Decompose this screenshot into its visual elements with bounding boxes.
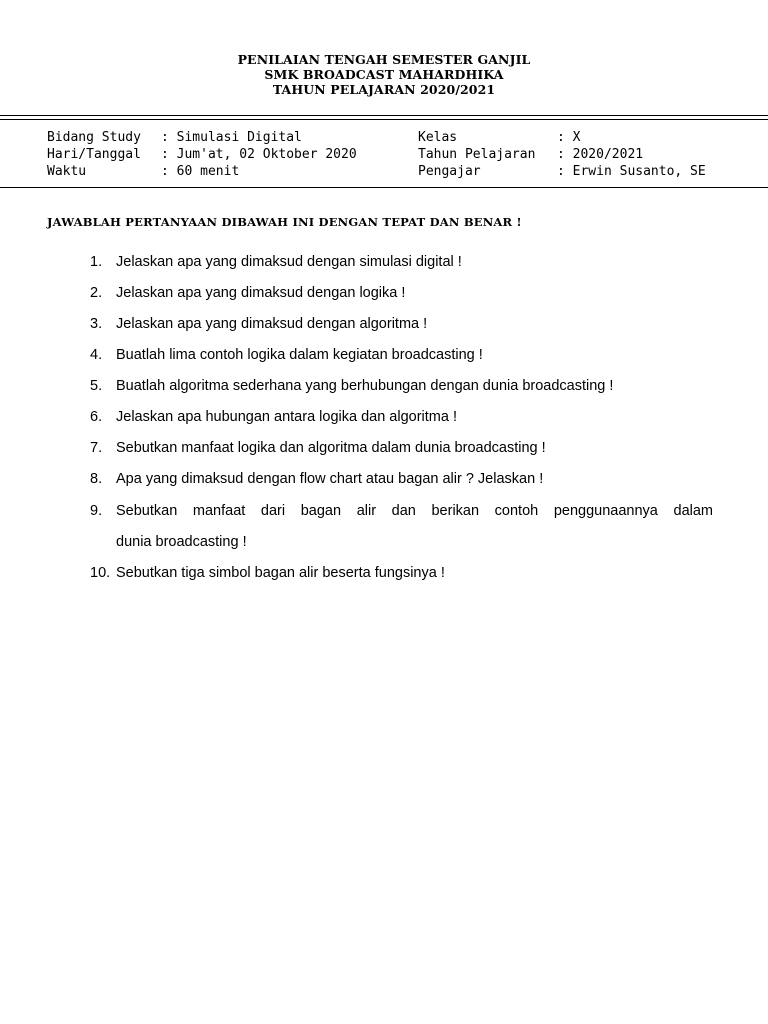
question-text: Buatlah lima contoh logika dalam kegiatan broadcasting ! xyxy=(116,347,483,363)
question-number: 7. xyxy=(90,440,103,456)
question-text: Sebutkan manfaat logika dan algoritma dalam dunia broadcasting ! xyxy=(116,440,546,456)
question-number: 4. xyxy=(90,347,103,363)
question-text: Apa yang dimaksud dengan flow chart atau bagan alir ? Jelaskan ! xyxy=(116,471,544,487)
question-text: Jelaskan apa hubungan antara logika dan algoritma ! xyxy=(116,409,457,425)
question-text-continuation: dunia broadcasting ! xyxy=(116,534,247,550)
info-value: : 60 menit xyxy=(161,164,240,179)
question-number: 1. xyxy=(90,254,103,270)
question-number: 5. xyxy=(90,378,103,394)
info-value: : Simulasi Digital xyxy=(161,130,302,145)
info-row xyxy=(0,147,768,163)
header-school: SMK BROADCAST MAHARDHIKA xyxy=(264,67,504,82)
document-header xyxy=(0,52,768,97)
info-label: Pengajar xyxy=(418,164,481,179)
question-text: Sebutkan tiga simbol bagan alir beserta fungsinya ! xyxy=(116,565,445,581)
question-text: Jelaskan apa yang dimaksud dengan algoritma ! xyxy=(116,316,428,332)
question-number: 8. xyxy=(90,471,103,487)
info-label: Waktu xyxy=(47,164,87,179)
exam-info-block xyxy=(0,130,768,182)
header-rule-top xyxy=(0,115,768,116)
instruction-text: JAWABLAH PERTANYAAN DIBAWAH INI DENGAN TEPAT DAN BENAR ! xyxy=(47,215,522,229)
question-text: Jelaskan apa yang dimaksud dengan logika ! xyxy=(116,285,406,301)
question-number: 2. xyxy=(90,285,103,301)
header-title: PENILAIAN TENGAH SEMESTER GANJIL xyxy=(237,52,531,67)
info-rule-bottom xyxy=(0,187,768,188)
info-value: : 2020/2021 xyxy=(557,147,644,162)
question-number: 10. xyxy=(90,565,111,581)
question-text: Sebutkan manfaat dari bagan alir dan berikan contoh penggunaannya dalam xyxy=(116,503,713,519)
header-rule-top-second xyxy=(0,119,768,120)
info-label: Hari/Tanggal xyxy=(47,147,141,162)
info-label: Tahun Pelajaran xyxy=(418,147,536,162)
info-label: Kelas xyxy=(418,130,458,145)
info-value: : X xyxy=(557,130,581,145)
question-number: 3. xyxy=(90,316,103,332)
header-year: TAHUN PELAJARAN 2020/2021 xyxy=(272,82,496,97)
info-value: : Jum'at, 02 Oktober 2020 xyxy=(161,147,357,162)
question-text: Buatlah algoritma sederhana yang berhubungan dengan dunia broadcasting ! xyxy=(116,378,614,394)
info-row xyxy=(0,164,768,180)
info-label: Bidang Study xyxy=(47,130,141,145)
question-text: Jelaskan apa yang dimaksud dengan simulasi digital ! xyxy=(116,254,462,270)
question-number: 9. xyxy=(90,503,103,519)
question-number: 6. xyxy=(90,409,103,425)
info-row xyxy=(0,130,768,146)
info-value: : Erwin Susanto, SE xyxy=(557,164,706,179)
